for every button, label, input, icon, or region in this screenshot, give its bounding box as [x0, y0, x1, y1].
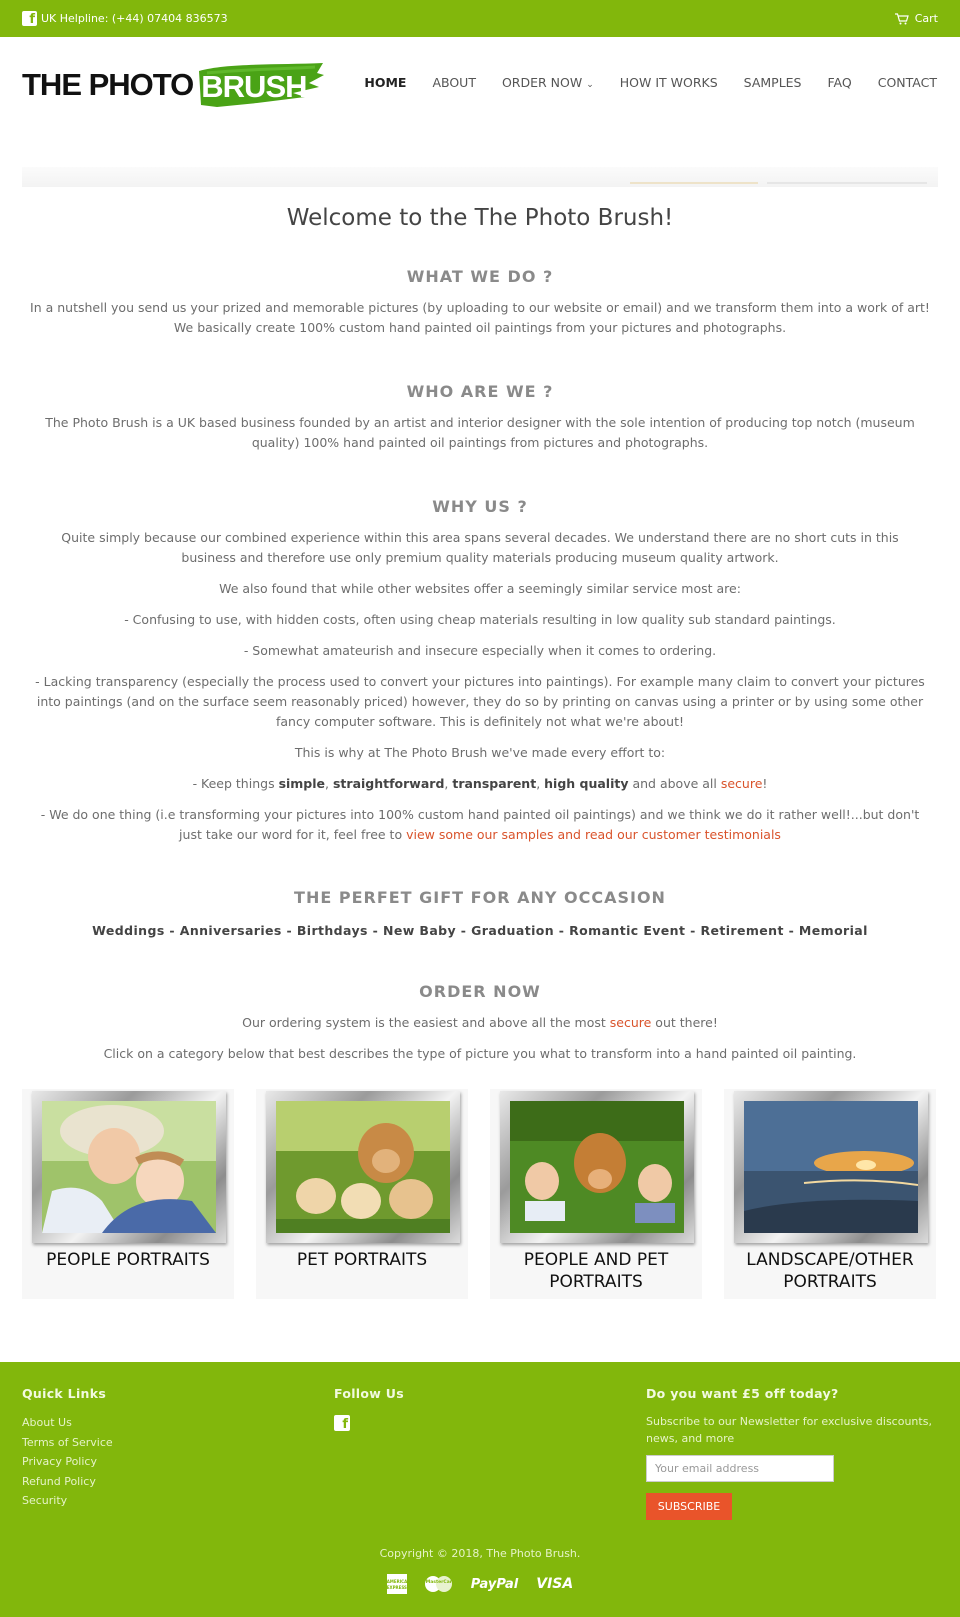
- who-text: The Photo Brush is a UK based business founded by an artist and interior designer with the sole intention of producing top notch (museum quality) 100% hand painted oil paintings from pictures and photographs.: [45, 415, 915, 450]
- keep-sep-1: ,: [325, 776, 333, 791]
- facebook-icon[interactable]: f: [334, 1415, 350, 1431]
- chevron-down-icon: ⌄: [586, 80, 594, 90]
- category-label: [490, 1249, 702, 1293]
- why-last-text: - We do one thing (i.e transforming your pictures into 100% custom hand painted oil paintings) and we think we do it rather well!...but don't just take our word for it, feel free to: [40, 807, 920, 842]
- quick-links-column: [22, 1386, 113, 1511]
- category-pet-portraits[interactable]: [256, 1089, 468, 1299]
- people-pet-portrait-image: [510, 1101, 684, 1233]
- newsletter-title: Do you want £5 off today?: [646, 1386, 839, 1401]
- why-text-3: - Confusing to use, with hidden costs, often using cheap materials resulting in low quality sub standard paintings.: [124, 612, 836, 627]
- why-last: [22, 805, 938, 845]
- picture-frame: [266, 1091, 460, 1243]
- keep-prefix: - Keep things: [192, 776, 279, 791]
- keep-end: !: [762, 776, 768, 791]
- keep-high-quality: high quality: [544, 776, 629, 791]
- gift-heading: THE PERFET GIFT FOR ANY OCCASION: [294, 888, 666, 907]
- keep-mid: and above all: [628, 776, 721, 791]
- nav-about[interactable]: ABOUT: [432, 75, 476, 90]
- site-header: [0, 37, 960, 132]
- logo-text-brush: BRUSH: [201, 69, 307, 104]
- order-prefix: Our ordering system is the easiest and above all the most: [242, 1015, 610, 1030]
- footer-link-privacy[interactable]: Privacy Policy: [22, 1455, 97, 1468]
- why-text-4: - Somewhat amateurish and insecure especially when it comes to ordering.: [243, 643, 717, 658]
- why-text-1: Quite simply because our combined experience within this area spans several decades. We understand there are no short cuts in this business and therefore use only premium quality materials producing museum quality artwork.: [61, 530, 899, 565]
- cart-icon: [895, 13, 909, 25]
- page-title: Welcome to the The Photo Brush!: [286, 205, 674, 231]
- category-label-line1: PEOPLE AND PET: [523, 1250, 669, 1270]
- keep-sep-3: ,: [536, 776, 545, 791]
- footer-link-security[interactable]: Security: [22, 1494, 68, 1507]
- helpline-text: UK Helpline: (+44) 07404 836573: [41, 12, 228, 25]
- why-text-6: This is why at The Photo Brush we've made every effort to:: [294, 745, 666, 760]
- site-footer: [0, 1362, 960, 1617]
- category-label: [724, 1249, 936, 1293]
- nav-order-now-label: ORDER NOW: [501, 75, 583, 90]
- order-text-1: [22, 1013, 938, 1033]
- category-label-line1: PET PORTRAITS: [296, 1250, 428, 1270]
- why-text-2: We also found that while other websites offer a seemingly similar service most are:: [219, 581, 741, 596]
- footer-link-terms[interactable]: Terms of Service: [22, 1435, 113, 1449]
- footer-link-refund[interactable]: Refund Policy: [22, 1474, 96, 1488]
- subscribe-button[interactable]: SUBSCRIBE: [646, 1493, 732, 1520]
- category-label: [22, 1249, 234, 1271]
- keep-straightforward: straightforward: [332, 776, 445, 791]
- order-secure-link[interactable]: secure: [609, 1015, 652, 1030]
- amex-icon: AMERICAN EXPRESS: [387, 1574, 407, 1594]
- footer-link-about-us[interactable]: About Us: [22, 1416, 72, 1429]
- why-text-5: - Lacking transparency (especially the process used to convert your pictures into paintings). For example many claim to convert your pictures into paintings (and on the surface seem reasonably priced) however, they do so by printing on canvas using a printer or by using some other fancy computer software. This is definitely not what we're about!: [35, 674, 925, 729]
- gift-occasions: Weddings - Anniversaries - Birthdays - New Baby - Graduation - Romantic Event - Retirement - Memorial: [92, 923, 868, 938]
- helpline-group: [22, 11, 228, 26]
- what-heading: WHAT WE DO ?: [406, 267, 554, 286]
- nav-contact[interactable]: CONTACT: [877, 75, 937, 90]
- mastercard-icon: [425, 1576, 456, 1592]
- category-landscape-other-portraits[interactable]: [724, 1089, 936, 1299]
- category-label-line1: LANDSCAPE/OTHER: [746, 1250, 914, 1270]
- nav-how-it-works[interactable]: HOW IT WORKS: [619, 75, 718, 90]
- copyright: Copyright © 2018, The Photo Brush.: [379, 1547, 581, 1560]
- cart-link[interactable]: [895, 12, 938, 25]
- keep-sep-2: ,: [444, 776, 453, 791]
- order-text-2: Click on a category below that best describes the type of picture you what to transform into a hand painted oil painting.: [103, 1046, 857, 1061]
- people-portrait-image: [42, 1101, 216, 1233]
- category-label-line2: PORTRAITS: [549, 1272, 643, 1292]
- payment-icons: [0, 1574, 960, 1594]
- top-bar: [0, 0, 960, 37]
- nav-home[interactable]: HOME: [364, 75, 407, 90]
- nav-order-now[interactable]: [502, 75, 594, 90]
- order-heading: ORDER NOW: [419, 982, 541, 1001]
- site-logo[interactable]: [22, 60, 325, 110]
- landscape-portrait-image: [744, 1101, 918, 1233]
- order-suffix: out there!: [651, 1015, 718, 1030]
- pet-portrait-image: [276, 1101, 450, 1233]
- slideshow-strip: [22, 167, 938, 187]
- quick-links-title: Quick Links: [22, 1386, 107, 1401]
- follow-us-column: [334, 1386, 404, 1432]
- slide-indicator-2[interactable]: [767, 182, 927, 184]
- who-heading: WHO ARE WE ?: [406, 382, 554, 401]
- logo-brush: [197, 61, 325, 109]
- newsletter-column: [646, 1386, 936, 1520]
- email-input[interactable]: Your email address: [646, 1455, 834, 1482]
- category-grid: [22, 1089, 938, 1299]
- facebook-icon[interactable]: f: [22, 11, 37, 26]
- category-label-line2: PORTRAITS: [783, 1272, 877, 1292]
- category-people-portraits[interactable]: [22, 1089, 234, 1299]
- what-text: In a nutshell you send us your prized and memorable pictures (by uploading to our website or email) and we transform them into a work of art! We basically create 100% custom hand painted oil paintings from your pictures and photographs.: [30, 300, 930, 335]
- keep-simple: simple: [278, 776, 326, 791]
- follow-us-title: Follow Us: [334, 1386, 404, 1401]
- logo-text-dark: THE PHOTO: [22, 67, 194, 102]
- category-people-and-pet-portraits[interactable]: [490, 1089, 702, 1299]
- picture-frame: [734, 1091, 928, 1243]
- mastercard-label: MasterCard: [425, 1580, 456, 1585]
- secure-link[interactable]: secure: [720, 776, 763, 791]
- picture-frame: [500, 1091, 694, 1243]
- picture-frame: [32, 1091, 226, 1243]
- keep-transparent: transparent: [452, 776, 537, 791]
- paypal-icon: PayPal: [470, 1576, 519, 1592]
- main-nav: [364, 75, 937, 90]
- category-label-line1: PEOPLE PORTRAITS: [46, 1250, 210, 1270]
- newsletter-text: Subscribe to our Newsletter for exclusive discounts, news, and more: [646, 1415, 932, 1445]
- category-label: [256, 1249, 468, 1271]
- nav-samples[interactable]: SAMPLES: [743, 75, 802, 90]
- why-heading: WHY US ?: [432, 497, 528, 516]
- samples-testimonials-link[interactable]: view some our samples and read our customer testimonials: [406, 827, 781, 842]
- why-keep-things: [22, 774, 938, 794]
- main-content: [0, 205, 960, 1299]
- slide-indicator-1[interactable]: [630, 182, 758, 184]
- cart-label: Cart: [914, 12, 938, 25]
- nav-faq[interactable]: FAQ: [827, 75, 852, 90]
- visa-icon: VISA: [536, 1576, 574, 1592]
